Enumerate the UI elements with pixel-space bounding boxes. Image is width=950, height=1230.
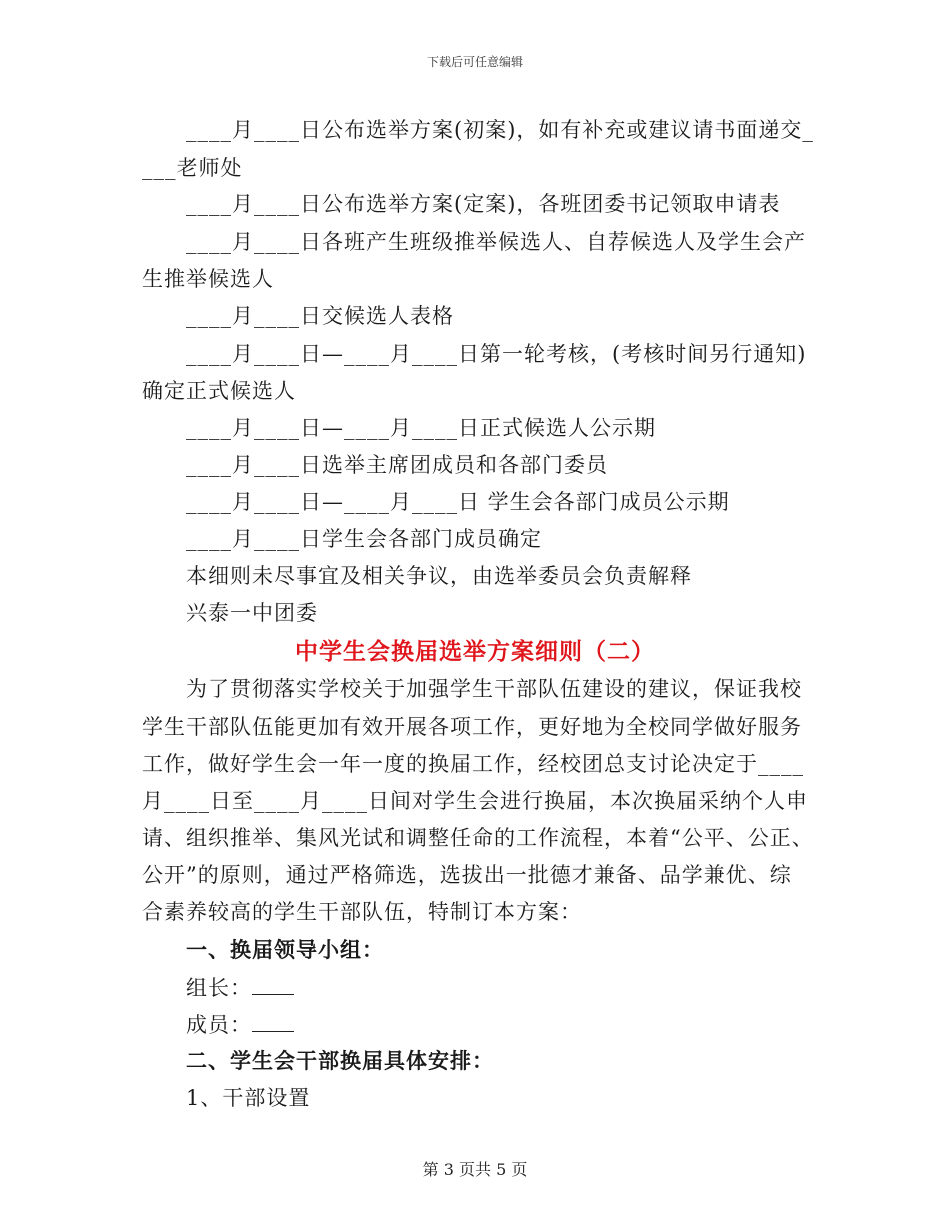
intro-line: 公开”的原则，通过严格筛选，选拔出一批德才兼备、品学兼优、综 (142, 863, 792, 887)
leader-row (186, 974, 294, 1001)
member-label: 成员： (186, 1013, 252, 1037)
schedule-line: ___老师处 (142, 156, 243, 180)
intro-line: 为了贯彻落实学校关于加强学生干部队伍建设的建议，保证我校 (186, 677, 802, 701)
schedule-line: 兴泰一中团委 (186, 601, 318, 625)
heading-leadership-group: 一、换届领导小组： (186, 937, 384, 962)
section-title: 中学生会换届选举方案细则（二） (295, 638, 655, 665)
schedule-line: ____月____日—____月____日正式候选人公示期 (186, 416, 656, 440)
schedule-line: 本细则未尽事宜及相关争议，由选举委员会负责解释 (186, 564, 692, 588)
member-row (186, 1011, 294, 1038)
schedule-line: 确定正式候选人 (142, 379, 296, 403)
schedule-line: ____月____日公布选举方案(定案)，各班团委书记领取申请表 (186, 192, 781, 216)
page-header-note: 下载后可任意编辑 (426, 55, 523, 69)
schedule-line: ____月____日—____月____日 学生会各部门成员公示期 (186, 490, 730, 514)
item-cadre-setup: 1、干部设置 (186, 1086, 311, 1110)
intro-line: 月____日至____月____日间对学生会进行换届，本次换届采纳个人申 (142, 789, 808, 813)
schedule-line: ____月____日各班产生班级推举候选人、自荐候选人及学生会产 (186, 230, 806, 254)
schedule-line: ____月____日公布选举方案(初案)，如有补充或建议请书面递交_ (186, 118, 814, 142)
schedule-line: ____月____日选举主席团成员和各部门委员 (186, 453, 608, 477)
schedule-line: 生推举候选人 (142, 267, 274, 291)
intro-line: 请、组织推举、集风光试和调整任命的工作流程，本着“公平、公正、 (142, 826, 814, 850)
schedule-line: ____月____日交候选人表格 (186, 304, 454, 328)
intro-line: 工作，做好学生会一年一度的换届工作，经校团总支讨论决定于____ (142, 752, 804, 776)
schedule-line: ____月____日—____月____日第一轮考核，(考核时间另行通知) (186, 342, 807, 366)
leader-blank (252, 974, 294, 995)
member-blank (252, 1011, 294, 1032)
leader-label: 组长： (186, 976, 252, 1000)
intro-line: 合素养较高的学生干部队伍，特制订本方案： (142, 900, 582, 924)
heading-arrangement: 二、学生会干部换届具体安排： (186, 1048, 494, 1073)
page-footer-number: 第 3 页共 5 页 (422, 1160, 528, 1179)
intro-line: 学生干部队伍能更加有效开展各项工作，更好地为全校同学做好服务 (142, 715, 802, 739)
schedule-line: ____月____日学生会各部门成员确定 (186, 527, 542, 551)
